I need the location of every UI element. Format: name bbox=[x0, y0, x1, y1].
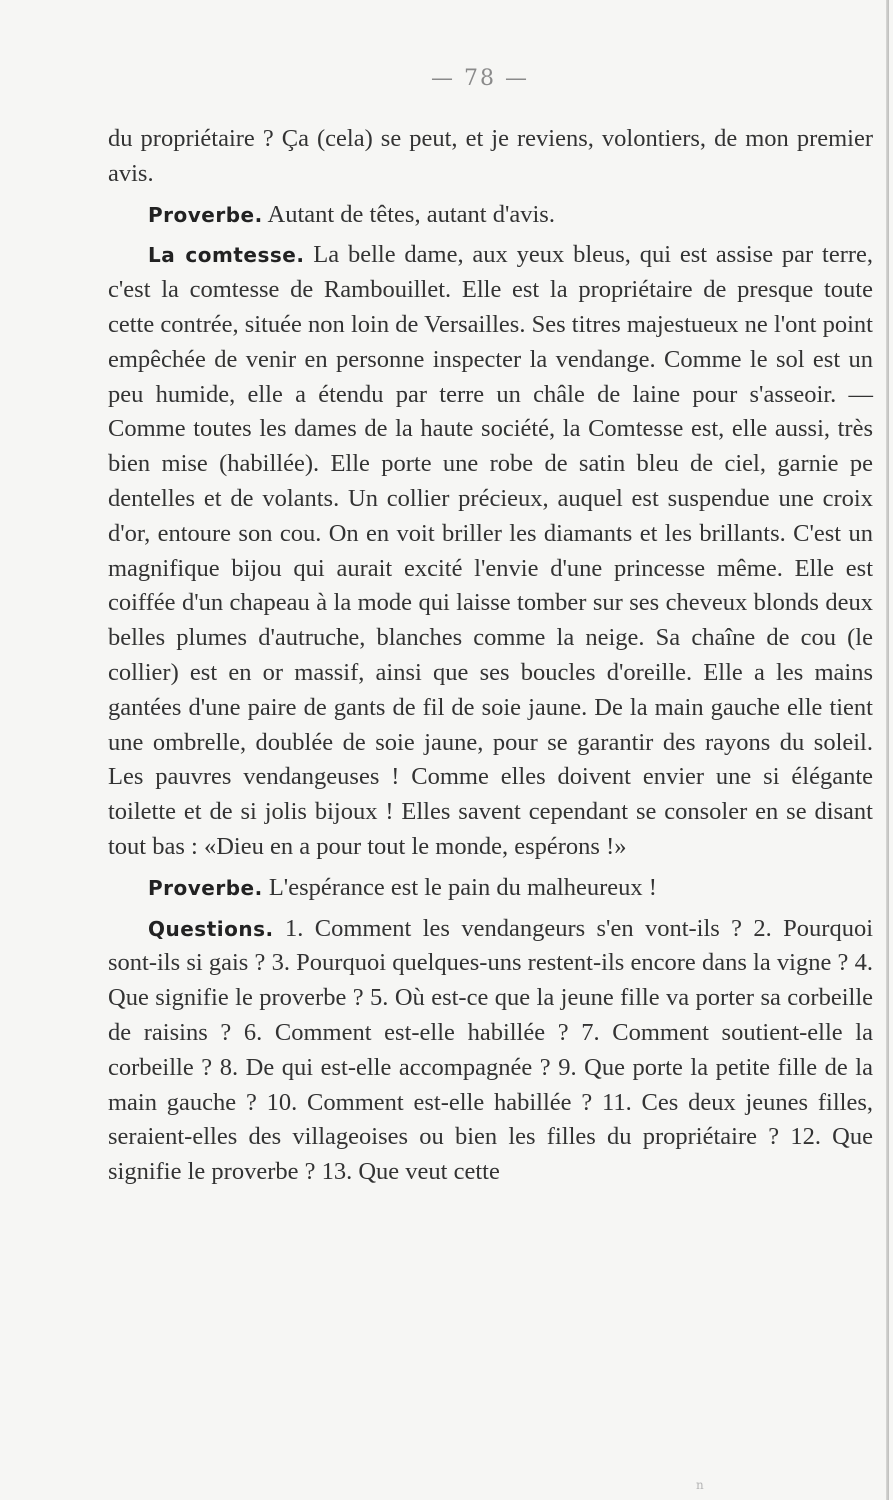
paragraph-proverbe-2 bbox=[108, 871, 873, 906]
paragraph-text: du propriétaire ? Ça (cela) se peut, et je reviens, volontiers, de mon premier avis. bbox=[108, 125, 873, 187]
paragraph-questions bbox=[108, 912, 873, 1190]
page-body bbox=[108, 122, 873, 1190]
paragraph-proverbe-1 bbox=[108, 198, 873, 233]
paragraph-comtesse bbox=[108, 238, 873, 864]
paragraph-text: La belle dame, aux yeux bleus, qui est assise par terre, c'est la comtesse de Rambouillet. Elle est la propriétaire de presque toute cette contrée, située non loin de Versailles. Ses titres majestueux ne l'ont point empêchée de venir en personne inspecter la vendange. Comme le sol est un peu humide, elle a étendu par terre un châle de laine pour s'asseoir. — Comme toutes les dames de la haute société, la Comtesse est, elle aussi, très bien mise (habillée). Elle porte une robe de satin bleu de ciel, garnie pe dentelles et de volants. Un collier précieux, auquel est suspendue une croix d'or, entoure son cou. On en voit briller les diamants et les brillants. C'est un magnifique bijou qui aurait excité l'envie d'une princesse même. Elle est coiffée d'un chapeau à la mode qui laisse tomber sur ses cheveux blonds deux belles plumes d'autruche, blanches comme la neige. Sa chaîne de cou (le collier) est en or massif, ainsi que ses boucles d'oreille. Elle a les mains gantées d'une paire de gants de fil de soie jaune. De la main gauche elle tient une ombrelle, doublée de soie jaune, pour se garantir des rayons du soleil. Les pauvres vendangeuses ! Comme elles doivent envier une si élégante toilette et de si jolis bijoux ! Elles savent cependant se consoler en se disant tout bas : «Dieu en a pour tout le monde, espérons !» bbox=[108, 241, 874, 860]
paragraph-text: L'espérance est le pain du malheureux ! bbox=[268, 873, 657, 901]
paragraph-text: 1. Comment les vendangeurs s'en vont-ils ? 2. Pourquoi sont-ils si gais ? 3. Pourquoi quelques-uns restent-ils encore dans la vigne ? 4. Que signifie le proverbe ? 5. Où est-ce que la jeune fille va porter sa corbeille de raisins ? 6. Comment est-elle habillée ? 7. Comment soutient-elle la corbeille ? 8. De qui est-elle accompagnée ? 9. Que porte la petite fille de la main gauche ? 10. Comment est-elle habillée ? 11. Ces deux jeunes filles, seraient-elles des villageoises ou bien les filles du propriétaire ? 12. Que signifie le proverbe ? 13. Que veut cette bbox=[108, 914, 873, 1186]
paragraph-label: Proverbe. bbox=[148, 875, 263, 900]
paragraph-continuation bbox=[108, 122, 873, 192]
paragraph-label: Proverbe. bbox=[148, 202, 263, 227]
footer-mark: n bbox=[696, 1478, 704, 1492]
page-edge bbox=[886, 0, 889, 1500]
paragraph-text: Autant de têtes, autant d'avis. bbox=[267, 200, 555, 228]
page-number: — 78 — bbox=[431, 66, 529, 91]
paragraph-label: La comtesse. bbox=[148, 243, 305, 268]
paragraph-label: Questions. bbox=[148, 916, 274, 941]
